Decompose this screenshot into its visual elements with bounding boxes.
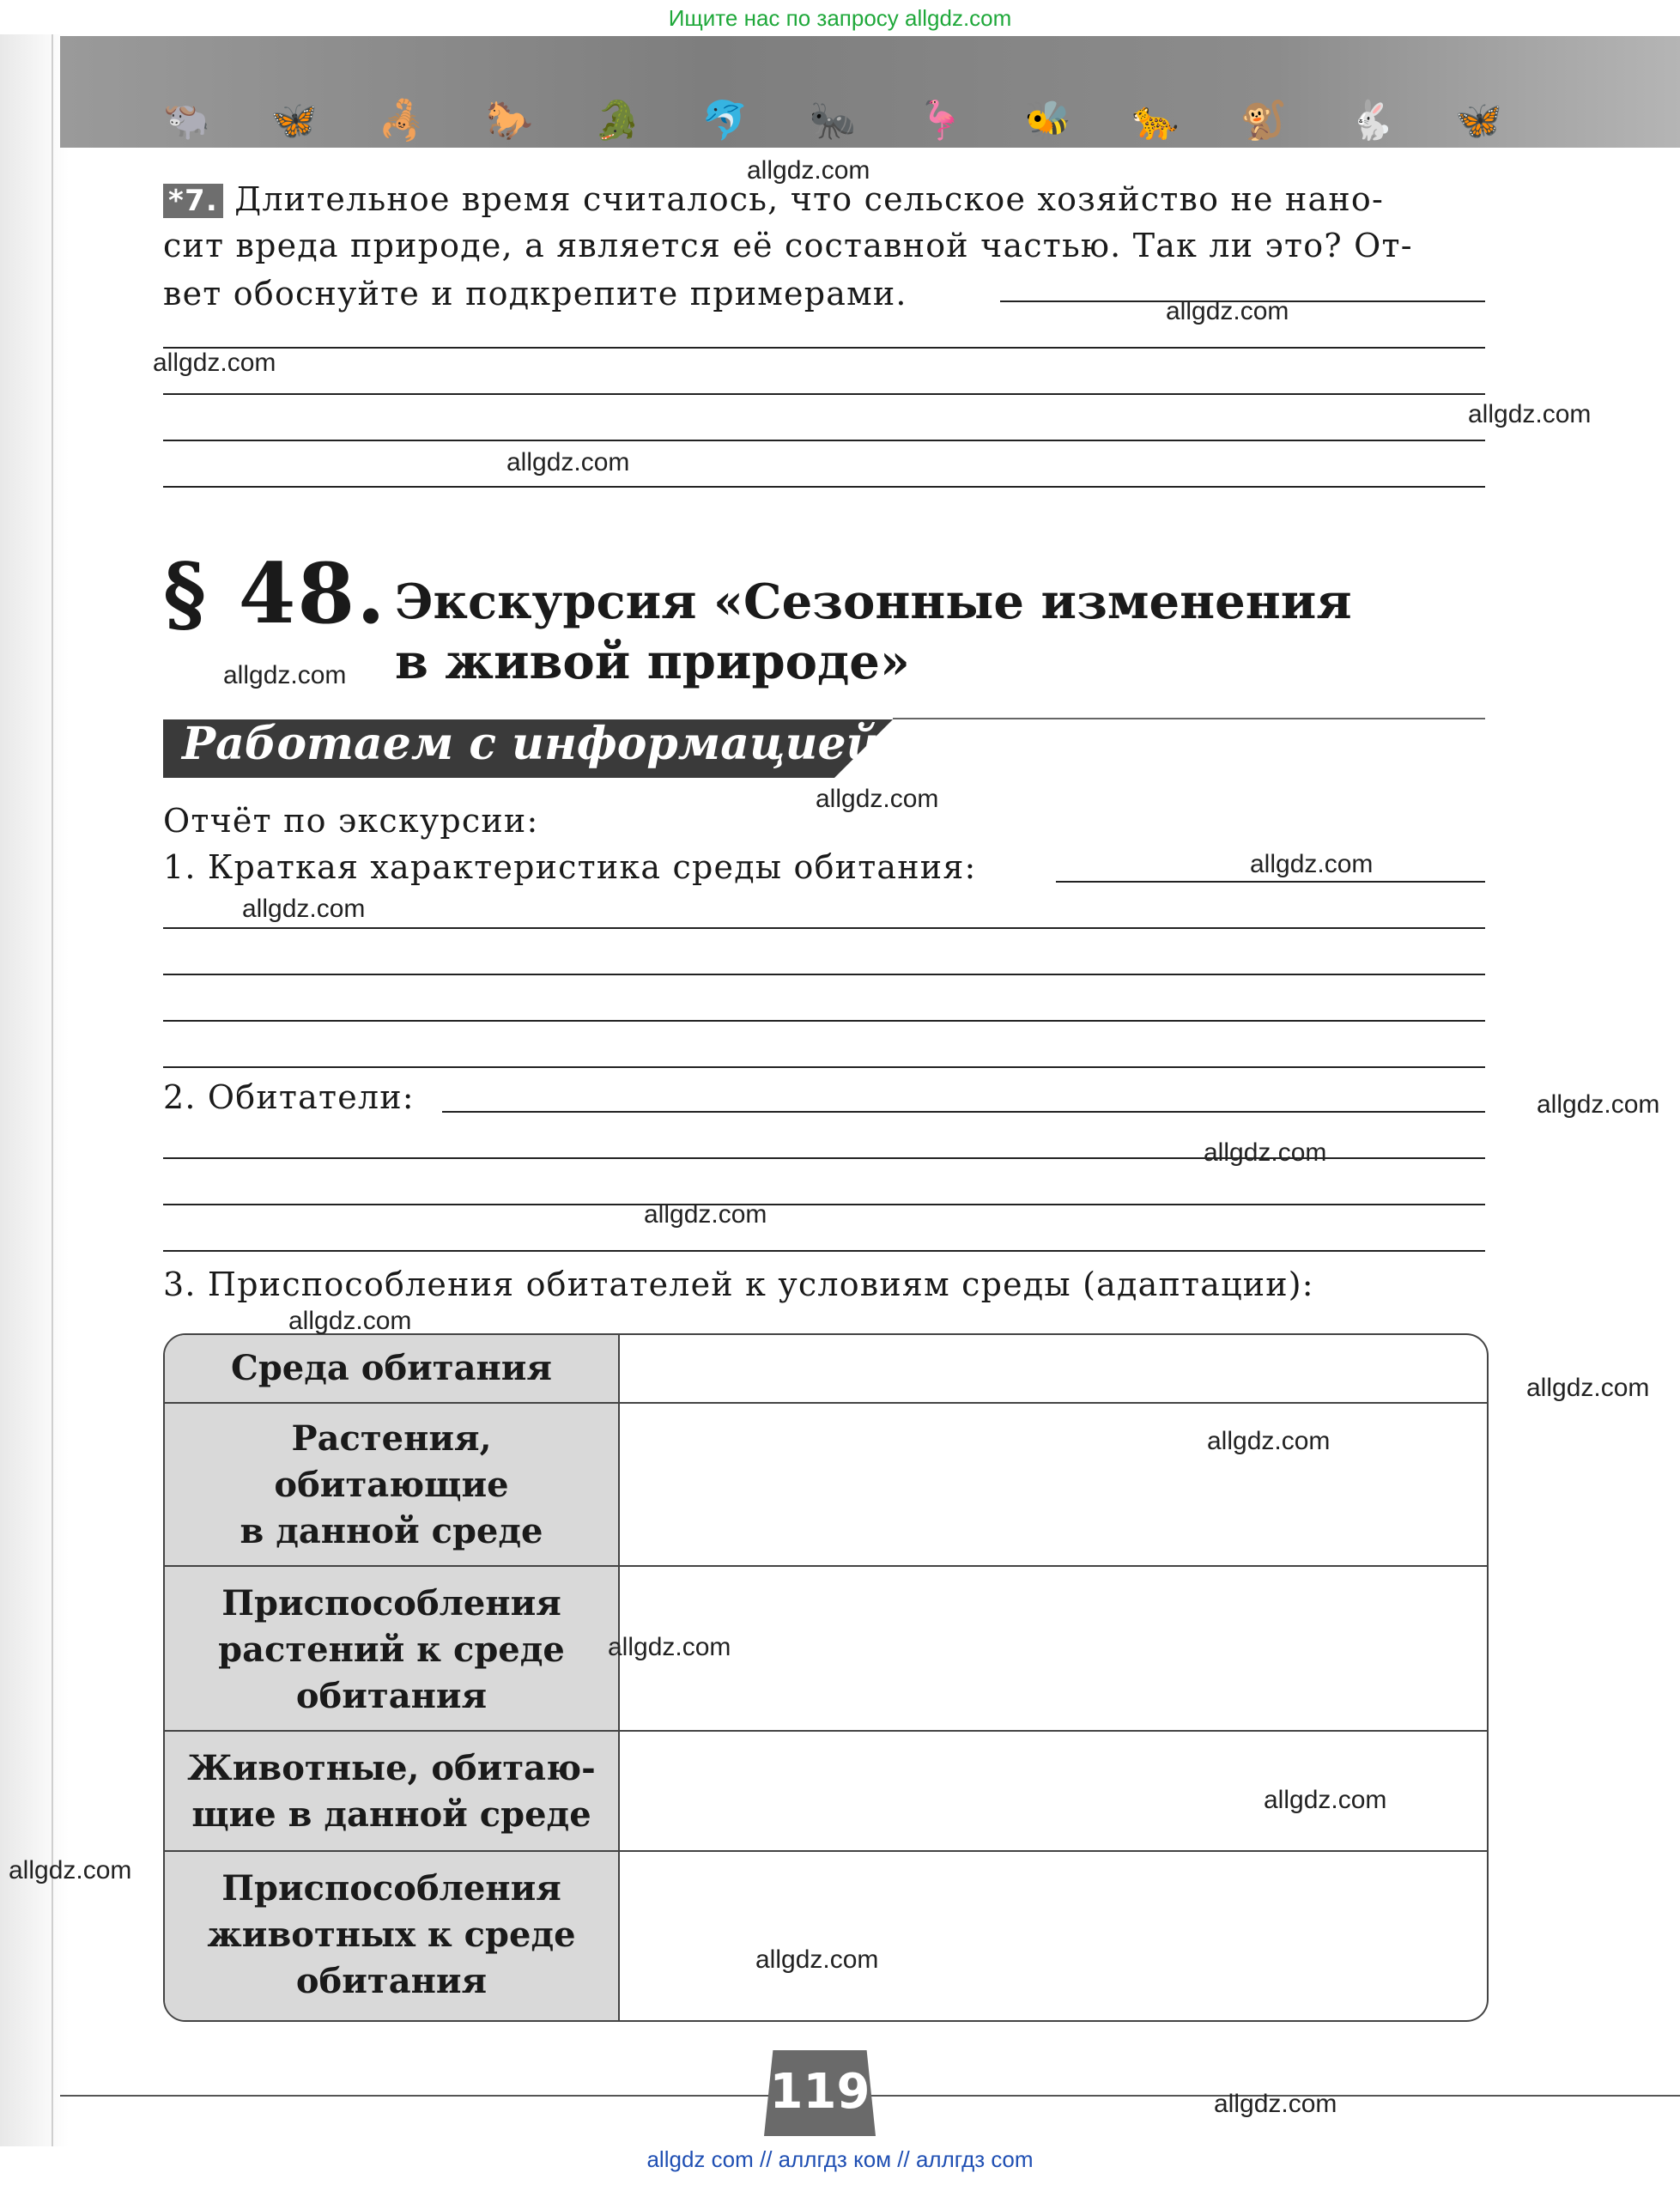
table-row-divider [165, 1402, 1487, 1404]
info-banner-label: Работаем с информацией [182, 718, 879, 770]
answer-line[interactable] [163, 486, 1485, 488]
table-label-text: обитания [295, 1961, 488, 2001]
report-item-2: 2. Обитатели: [163, 1078, 415, 1116]
answer-line[interactable] [163, 1066, 1485, 1068]
watermark: allgdz.com [1214, 2090, 1337, 2118]
watermark: allgdz.com [1468, 400, 1592, 428]
watermark: allgdz.com [1526, 1374, 1650, 1402]
table-label-text: растений к среде [218, 1630, 565, 1670]
answer-line[interactable] [442, 1111, 1485, 1113]
watermark: allgdz.com [1204, 1138, 1327, 1167]
section-title-line2: в живой природе» [395, 634, 910, 690]
scorpion-icon: 🦂 [378, 99, 426, 143]
watermark: allgdz.com [9, 1856, 132, 1885]
section-title-line1: Экскурсия «Сезонные изменения [395, 574, 1352, 630]
monkey-icon: 🐒 [1240, 99, 1288, 143]
report-item-3: 3. Приспособления обитателей к условиям среды (адаптации): [163, 1265, 1314, 1303]
section-number: § 48. [163, 545, 387, 642]
answer-line[interactable] [1056, 881, 1485, 883]
watermark: allgdz.com [644, 1200, 767, 1229]
table-row-label [165, 1866, 618, 2005]
answer-line[interactable] [163, 1020, 1485, 1022]
table-label-text: животных к среде [207, 1915, 576, 1955]
answer-line[interactable] [163, 974, 1485, 975]
dolphin-icon: 🐬 [701, 99, 749, 143]
watermark: allgdz.com [755, 1945, 879, 1974]
answer-line[interactable] [163, 1250, 1485, 1252]
answer-line[interactable] [163, 927, 1485, 929]
task7-badge: *7. [163, 184, 223, 218]
task7-line2: сит вреда природе, а является её составной частью. Так ли это? От- [163, 227, 1413, 264]
page-number: 119 [769, 2064, 870, 2120]
watermark: allgdz.com [608, 1633, 731, 1661]
watermark: allgdz.com [1537, 1090, 1660, 1119]
table-label-text: Приспособления [221, 1583, 561, 1624]
butterfly-icon: 🦋 [270, 99, 318, 143]
table-row-label [165, 1416, 618, 1555]
table-label-text: щие в данной среде [191, 1794, 591, 1835]
bison-icon: 🐃 [163, 99, 210, 143]
table-row-label [165, 1345, 618, 1392]
table-label-text: обитающие [274, 1465, 509, 1505]
report-heading: Отчёт по экскурсии: [163, 802, 539, 840]
table-label-text: Растения, [291, 1418, 492, 1459]
watermark: allgdz.com [816, 785, 939, 813]
watermark: allgdz.com [242, 895, 366, 923]
section-rule [893, 718, 1485, 719]
animal-silhouettes [163, 94, 1502, 146]
horse-icon: 🐎 [486, 99, 534, 143]
answer-line[interactable] [163, 393, 1485, 395]
bottom-banner[interactable]: allgdz com // аллгдз ком // аллгдз com [646, 2146, 1034, 2172]
top-banner[interactable]: Ищите нас по запросу allgdz.com [668, 5, 1012, 31]
watermark: allgdz.com [506, 448, 630, 476]
answer-line[interactable] [163, 347, 1485, 349]
answer-line[interactable] [163, 1204, 1485, 1205]
table-label-text: Животные, обитаю- [187, 1748, 596, 1788]
moth-icon: 🦋 [1455, 99, 1502, 143]
bird-icon: 🦩 [916, 99, 964, 143]
task7-line1 [163, 180, 1384, 218]
task7-text-1: Длительное время считалось, что сельское хозяйство не нано- [234, 180, 1384, 218]
table-label-text: обитания [295, 1676, 488, 1716]
table-row-label [165, 1745, 618, 1838]
watermark: allgdz.com [1264, 1786, 1387, 1814]
table-row-divider [165, 1730, 1487, 1732]
bee-icon: 🐝 [1024, 99, 1072, 143]
watermark: allgdz.com [1166, 297, 1289, 325]
task7-line3: вет обоснуйте и подкрепите примерами. [163, 275, 907, 313]
table-row-divider [165, 1850, 1487, 1852]
table-label-text: в данной среде [240, 1511, 543, 1551]
hare-icon: 🐇 [1347, 99, 1395, 143]
cat-icon: 🐆 [1131, 99, 1180, 143]
table-row-label [165, 1581, 618, 1720]
table-label-text: Приспособления [221, 1868, 561, 1909]
watermark: allgdz.com [1250, 850, 1374, 878]
answer-line[interactable] [163, 440, 1485, 441]
watermark: allgdz.com [288, 1307, 412, 1335]
table-label-text: Среда обитания [231, 1348, 552, 1388]
watermark: allgdz.com [1207, 1427, 1331, 1455]
table-row-divider [165, 1565, 1487, 1567]
report-item-1: 1. Краткая характеристика среды обитания: [163, 848, 977, 886]
watermark: allgdz.com [223, 661, 347, 689]
ant-icon: 🐜 [809, 99, 857, 143]
watermark: allgdz.com [153, 349, 276, 377]
lizard-icon: 🐊 [593, 99, 641, 143]
watermark: allgdz.com [747, 156, 870, 185]
